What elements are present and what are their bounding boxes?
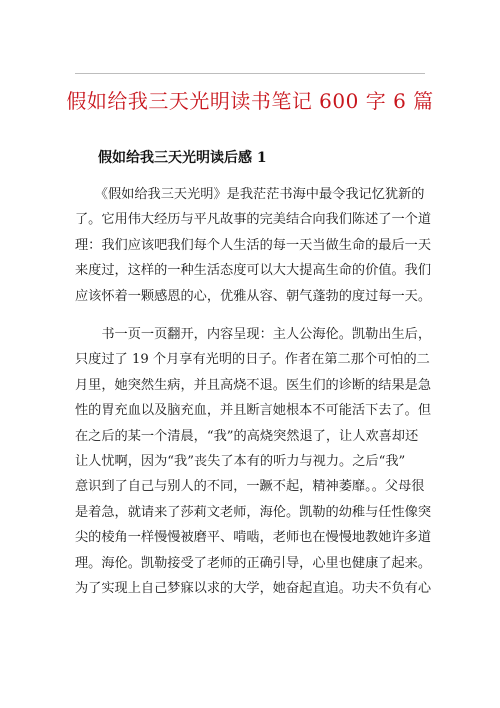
- body-paragraph-1: [75, 182, 432, 309]
- section-heading: 假如给我三天光明读后感 1: [98, 150, 267, 166]
- paragraph-line: 是着急，就请来了莎莉文老师，海伦。凯勒的幼稚与任性像突: [75, 504, 432, 520]
- paragraph-line: 理：我们应该吧我们每个人生活的每一天当做生命的最后一天: [75, 237, 432, 253]
- paragraph-line: 书一页一页翻开，内容呈现：主人公海伦。凯勒出生后，: [75, 327, 432, 342]
- paragraph-line: 月里，她突然生病，并且高烧不退。医生们的诊断的结果是急: [75, 377, 432, 393]
- paragraph-line: 尖的棱角一样慢慢被磨平、啃啮，老师也在慢慢地教她许多道: [75, 530, 432, 546]
- paragraph-line: 来度过，这样的一种生活态度可以大大提高生命的价值。我们: [75, 263, 432, 279]
- paragraph-line: 了。它用伟大经历与平凡故事的完美结合向我们陈述了一个道: [75, 212, 432, 228]
- paragraph-line: 应该怀着一颗感恩的心，优雅从容、朝气蓬勃的度过每一天。: [75, 288, 432, 304]
- paragraph-line: 《假如给我三天光明》是我茫茫书海中最令我记忆犹新的: [75, 187, 425, 202]
- paragraph-line: 性的胃充血以及脑充血，并且断言她根本不可能活下去了。但: [75, 403, 432, 419]
- paragraph-line: 只度过了 19 个月享有光明的日子。作者在第二那个可怕的二: [75, 352, 430, 368]
- paragraph-line: 在之后的某一个清晨，“我”的高烧突然退了，让人欢喜却还: [75, 428, 419, 444]
- paragraph-line: 让人忧啊，因为“我”丧失了本有的听力与视力。之后“我”: [75, 453, 406, 469]
- body-paragraph-2: [75, 322, 432, 601]
- paragraph-line: 为了实现上自己梦寐以求的大学，她奋起直追。功夫不负有心: [75, 580, 432, 596]
- paragraph-line: 意识到了自己与别人的不同，一蹶不起，精神萎靡。。父母很: [75, 479, 425, 495]
- header-divider: [75, 73, 425, 74]
- document-title: 假如给我三天光明读书笔记 600 字 6 篇: [66, 89, 434, 113]
- paragraph-line: 理。海伦。凯勒接受了老师的正确引导，心里也健康了起来。: [75, 555, 432, 571]
